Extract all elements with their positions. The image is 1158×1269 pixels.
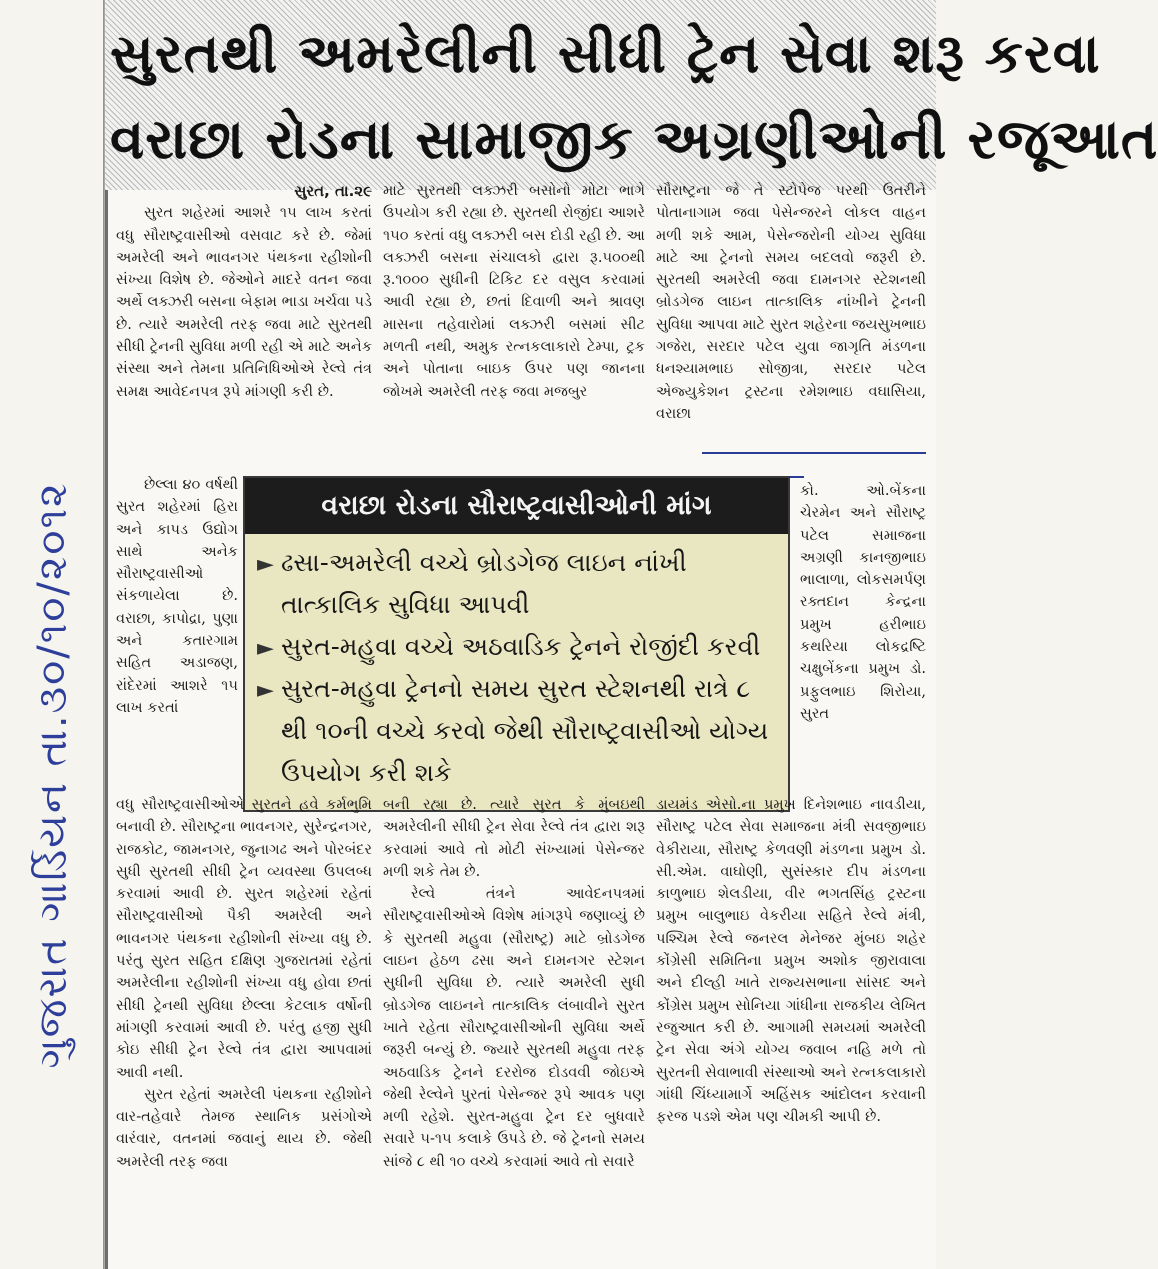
column-1-top	[116, 180, 372, 470]
demand-item-text: ઢસા-અમરેલી વચ્ચે બ્રોડગેજ લાઇન નાંખી તાત્કાલિક સુવિધા આપવી	[281, 548, 687, 619]
demands-list	[257, 542, 782, 794]
dateline: સુરત, તા.૨૯	[294, 182, 372, 200]
column-3-top	[656, 180, 926, 470]
demand-item-text: સુરત-મહુવા વચ્ચે અઠવાડિક ટ્રેનને રોજીંદી કરવી	[281, 632, 761, 661]
column-3-side	[800, 480, 926, 792]
column-2-bottom	[383, 794, 645, 1262]
paragraph: કો. ઓ.બેંકના ચેરમેન અને સૌરાષ્ટ્ર પટેલ સમાજના અગ્રણી કાનજીભાઇ ભાલાળા, લોકસમર્પણ રક્તદાન કેન્દ્રના પ્રમુખ હરીભાઇ કથરિયા લોકદ્રષ્ટિ ચક્ષુબેંકના પ્રમુખ ડો. પ્રફુલભાઇ શિરોયા, સુરત	[800, 482, 926, 722]
triangle-bullet-icon: ►	[257, 678, 274, 703]
handwritten-date-note	[18, 330, 88, 1220]
paragraph: સુરત શહેરમાં આશરે ૧૫ લાખ કરતાં વધુ સૌરાષ્ટ્રવાસીઓ વસવાટ કરે છે. જેમાં અમરેલી અને ભાવનગર પંથકના રહીશોની સંખ્યા વિશેષ છે. જેઓને માદરે વતન જવા અર્થે લક્ઝરી બસના બેફામ ભાડા ખર્ચવા પડે છે. ત્યારે અમરેલી તરફ જવા માટે સુરતથી સીધી ટ્રેનની સુવિધા મળી રહી એ માટે અનેક સંસ્થા અને તેમના પ્રતિનિધિઓએ રેલ્વે તંત્ર સમક્ષ આવેદનપત્ર રૂપે માંગણી કરી છે.	[116, 204, 372, 400]
paragraph: છેલ્લા ૪૦ વર્ષથી સુરત શહેરમાં હિરા અને કાપડ ઉદ્યોગ સાથે અનેક સૌરાષ્ટ્રવાસીઓ સંકળાયેલા છે. વરાછા, કાપોદ્રા, પુણા અને કતારગામ સહિત અડાજણ, રાંદેરમાં આશરે ૧૫ લાખ કરતાં	[116, 476, 238, 716]
paragraph: સૌરાષ્ટ્રના જે તે સ્ટોપેજ પરથી ઉતરીને પોતાનાગામ જવા પેસેન્જરને લોકલ વાહન મળી શકે આમ, પેસેન્જરોની યોગ્ય સુવિધા માટે આ ટ્રેનનો સમય બદલવો જરૂરી છે. સુરતથી અમરેલી જવા દામનગર સ્ટેશનથી બ્રોડગેજ લાઇન તાત્કાલિક નાંખીને ટ્રેનની સુવિધા આપવા માટે સુરત શહેરના જયસુખભાઇ ગજેરા, સરદાર પટેલ યુવા જાગૃતિ મંડળના ધનશ્યામભાઇ સોજીત્રા, સરદાર પટેલ એજ્યુકેશન ટ્રસ્ટના રમેશભાઇ વઘાસિયા, વરાછા	[656, 182, 926, 422]
handwritten-note-text: ગુજરાત ગાર્ડિયન તા.૩૦/૧૦/૨૦૧૨	[30, 481, 76, 1069]
demand-item-text: સુરત-મહુવા ટ્રેનનો સમય સુરત સ્ટેશનથી રાત્રે ૮ થી ૧૦ની વચ્ચે કરવો જેથી સૌરાષ્ટ્રવાસીઓ યોગ્ય ઉપયોગ કરી શકે	[281, 674, 769, 787]
column-1-bottom	[116, 794, 372, 1262]
column-3-bottom	[656, 794, 926, 1262]
demands-box	[243, 476, 790, 812]
column-2-top	[383, 180, 645, 470]
paragraph: માટે સુરતથી લક્ઝરી બસોનો મોટા ભાગે ઉપયોગ કરી રહ્યા છે. સુરતથી રોજીંદા આશરે ૧૫૦ કરતાં વધુ લક્ઝરી બસ દોડી રહી છે. આ લક્ઝરી બસના સંચાલકો દ્વારા રૂ.૫૦૦થી રૂ.૧૦૦૦ સુધીની ટિકિટ દર વસુલ કરવામાં આવી રહ્યા છે, છતાં દિવાળી અને શ્રાવણ માસના તહેવારોમાં લક્ઝરી બસમાં સીટ મળતી નથી, અમુક રત્નકલાકારો ટેમ્પા, ટ્રક અને પોતાના બાઇક ઉપર પણ જાનના જોખમે અમરેલી તરફ જવા મજબુર	[383, 182, 645, 400]
triangle-bullet-icon: ►	[257, 552, 274, 577]
headline-line-1: સુરતથી અમરેલીની સીધી ટ્રેન સેવા શરૂ કરવા	[110, 22, 1101, 85]
paragraph: ડાયમંડ એસો.ના પ્રમુખ દિનેશભાઇ નાવડીયા, સૌરાષ્ટ્ર પટેલ સેવા સમાજના મંત્રી સવજીભાઇ વેકીરાયા, સૌરાષ્ટ્ર કેળવણી મંડળના પ્રમુખ ડો. સી.એમ. વાઘોણી, સુસંસ્કાર દીપ મંડળના કાળુભાઇ શેલડીયા, વીર ભગતસિંહ ટ્રસ્ટના પ્રમુખ બાલુભાઇ વેકરીયા સહિતે રેલ્વે મંત્રી, પશ્ચિમ રેલ્વે જનરલ મેનેજર મુંબઇ શહેર કોંગ્રેસી સમિતિના પ્રમુખ અશોક જીરાવાલા અને દીલ્હી ખાતે રાજ્યસભાના સાંસદ અને કોંગ્રેસ પ્રમુખ સોનિયા ગાંધીના રાજકીય લેખિત રજુઆત કરી છે. આગામી સમયમાં અમરેલી ટ્રેન સેવા અંગે યોગ્ય જવાબ નહિ મળે તો સુરતની સેવાભાવી સંસ્થાઓ અને રત્નકલાકારો ગાંધી ચિંધ્યામાર્ગે અહિંસક આંદોલન કરવાની ફરજ પડશે એમ પણ ચીમકી આપી છે.	[656, 796, 926, 1126]
demand-item	[257, 668, 782, 794]
demand-item	[257, 626, 782, 668]
headline-line-2: વરાછા રોડના સામાજીક અગ્રણીઓની રજૂઆત	[110, 107, 1158, 171]
paragraph: રેલ્વે તંત્રને આવેદનપત્રમાં સૌરાષ્ટ્રવાસીઓએ વિશેષ માંગરૂપે જણાવ્યું છે કે સુરતથી મહુવા (સૌરાષ્ટ્ર) માટે બ્રોડગેજ લાઇન હેઠળ ઢસા અને દામનગર સ્ટેશન સુધીની સુવિધા છે. ત્યારે અમરેલી સુધી બ્રોડગેજ લાઇનને તાત્કાલિક લંબાવીને સુરત ખાતે રહેતા સૌરાષ્ટ્રવાસીઓની સુવિધા અર્થે જરૂરી બન્યું છે. જ્યારે સુરતથી મહુવા તરફ અઠવાડિક ટ્રેનને દરરોજ દોડવવી જોઇએ જેથી રેલ્વેને પુરતાં પેસેન્જર રૂપે આવક પણ મળી રહેશે. સુરત-મહુવા ટ્રેન દર બુધવારે સવારે ૫-૧૫ કલાકે ઉપડે છે. જે ટ્રેનનો સમય સાંજે ૮ થી ૧૦ વચ્ચે કરવામાં આવે તો સવારે	[383, 885, 645, 1170]
column-1-middle	[116, 474, 238, 788]
paragraph: વધુ સૌરાષ્ટ્રવાસીઓએ સુરતને હવે કર્મભુમિ બનાવી છે. સૌરાષ્ટ્રના ભાવનગર, સુરેન્દ્રનગર, રાજકોટ, જામનગર, જુનાગઢ અને પોરબંદર સુધી સુરતથી સીધી ટ્રેન વ્યવસ્થા ઉપલબ્ધ કરવામાં આવી છે. સુરત શહેરમાં રહેતાં સૌરાષ્ટ્રવાસીઓ પૈકી અમરેલી અને ભાવનગર પંથકના રહીશોની સંખ્યા વધુ છે. પરંતુ સુરત સહિત દક્ષિણ ગુજરાતમાં રહેતાં અમરેલીના રહીશોની સંખ્યા વધુ હોવા છતાં સીધી ટ્રેનથી સુવિધા છેલ્લા કેટલાક વર્ષોની માંગણી કરવામાં આવી છે. પરંતુ હજી સુધી કોઇ સીધી ટ્રેન રેલ્વે તંત્ર દ્વારા આપવામાં આવી નથી.	[116, 796, 372, 1081]
paragraph: સુરત રહેતાં અમરેલી પંથકના રહીશોને વાર-તહેવારે તેમજ સ્થાનિક પ્રસંગોએ વારંવાર, વતનમાં જવાનું થાય છે. જેથી અમરેલી તરફ જવા	[116, 1085, 372, 1170]
paragraph: બની રહ્યા છે. ત્યારે સુરત કે મુંબઇથી અમરેલીની સીધી ટ્રેન સેવા રેલ્વે તંત્ર દ્વારા શરૂ કરવામાં આવે તો મોટી સંખ્યામાં પેસેન્જર મળી શકે તેમ છે.	[383, 796, 645, 880]
demand-item	[257, 542, 782, 626]
handwritten-underline	[702, 452, 926, 454]
demands-box-title: વરાછા રોડના સૌરાષ્ટ્રવાસીઓની માંગ	[245, 478, 788, 534]
triangle-bullet-icon: ►	[257, 636, 274, 661]
